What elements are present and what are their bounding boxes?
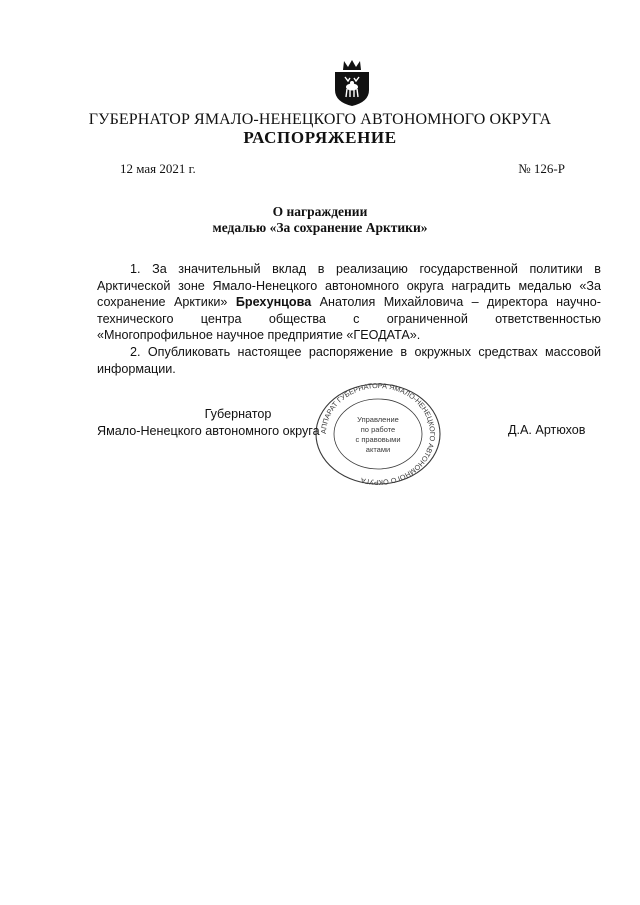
- official-seal-icon: [313, 382, 443, 487]
- seal-inner-line-2: по работе: [360, 425, 396, 434]
- seal-inner-line-3: с правовыми: [355, 435, 401, 444]
- seal-inner-line-1: Управление: [357, 415, 399, 424]
- signer-title-line-1: Губернатор: [204, 407, 272, 421]
- authority-title: ГУБЕРНАТОР ЯМАЛО-НЕНЕЦКОГО АВТОНОМНОГО ОКРУГА: [88, 111, 552, 128]
- subject-line-1: О награждении: [272, 204, 368, 219]
- document-body: [97, 261, 601, 377]
- document-date: 12 мая 2021 г.: [120, 161, 196, 176]
- awardee-surname: Брехунцова: [235, 295, 312, 310]
- paragraph-1: [97, 261, 601, 344]
- document-number: № 126-Р: [518, 161, 565, 176]
- document-subject: [0, 204, 640, 236]
- paragraph-1-end: Анатолия Михайловича – директора научно-технического центра общества с ограниченной ответственностью «Многопрофильное научное предприятие «ГЕОДАТА».: [97, 295, 601, 343]
- signer-name: Д.А. Артюхов: [508, 423, 586, 437]
- seal-inner-line-4: актами: [365, 445, 391, 454]
- subject-line-2: медалью «За сохранение Арктики»: [212, 220, 428, 235]
- coat-of-arms-icon: [331, 57, 373, 107]
- signer-title-line-2: Ямало-Ненецкого автономного округа: [97, 423, 320, 438]
- seal-outer-text: АППАРАТ ГУБЕРНАТОРА ЯМАЛО-НЕНЕЦКОГО АВТОНОМНОГО ОКРУГА: [318, 382, 438, 487]
- paragraph-2: 2. Опубликовать настоящее распоряжение в окружных средствах массовой информации.: [97, 344, 601, 376]
- paragraph-1-start: 1. За значительный вклад в реализацию государственной политики в Арктической зоне Ямало-Ненецкого автономного округа наградить медалью «За сохранение Арктики»: [97, 262, 601, 310]
- signer-title: [97, 406, 329, 439]
- document-type: РАСПОРЯЖЕНИЕ: [243, 128, 397, 147]
